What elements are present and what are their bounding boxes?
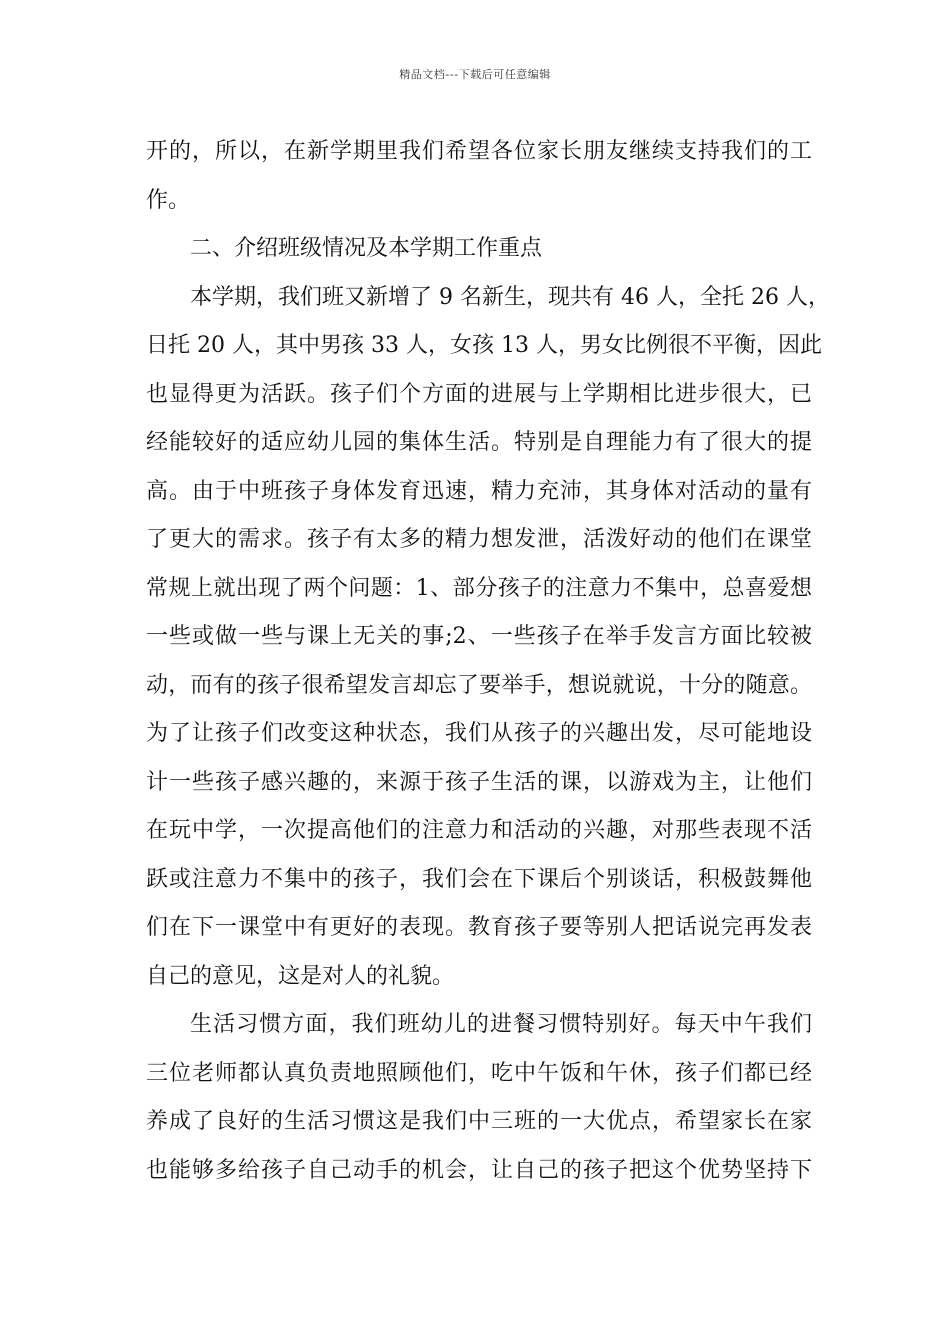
text-line: 三位老师都认真负责地照顾他们，吃中午饭和午休，孩子们都已经 (146, 1060, 812, 1086)
text-line: 本学期，我们班又新增了 9 名新生，现共有 46 人，全托 26 人， (190, 284, 830, 310)
text-line: 一些或做一些与课上无关的事;2、一些孩子在举手发言方面比较被 (146, 624, 812, 649)
text-line: 开的，所以，在新学期里我们希望各位家长朋友继续支持我们的工 (146, 139, 812, 164)
text-line: 动，而有的孩子很希望发言却忘了要举手，想说就说，十分的随意。 (146, 672, 812, 698)
heading-text: 二、介绍班级情况及本学期工作重点 (190, 236, 543, 261)
text-line: 日托 20 人，其中男孩 33 人，女孩 13 人，男女比例很不平衡，因此 (146, 333, 822, 358)
text-line: 在玩中学，一次提高他们的注意力和活动的兴趣，对那些表现不活 (146, 818, 812, 843)
document-body (146, 128, 830, 1195)
text-line: 也显得更为活跃。孩子们个方面的进展与上学期相比进步很大，已 (146, 381, 812, 407)
text-line: 养成了良好的生活习惯这是我们中三班的一大优点，希望家长在家 (146, 1109, 812, 1134)
text-line: 生活习惯方面，我们班幼儿的进餐习惯特别好。每天中午我们 (190, 1012, 812, 1037)
text-line: 计一些孩子感兴趣的，来源于孩子生活的课，以游戏为主，让他们 (146, 769, 812, 795)
text-line: 常规上就出现了两个问题：1、部分孩子的注意力不集中，总喜爱想 (146, 575, 812, 601)
text-line: 了更大的需求。孩子有太多的精力想发泄，活泼好动的他们在课堂 (146, 527, 812, 552)
paragraph-continuation (146, 128, 812, 225)
text-line: 作。 (146, 187, 191, 213)
text-line: 们在下一课堂中有更好的表现。教育孩子要等别人把话说完再发表 (146, 915, 812, 940)
page-header: 精品文档---下载后可任意编辑 (399, 68, 551, 81)
text-line: 为了让孩子们改变这种状态，我们从孩子的兴趣出发，尽可能地设 (146, 721, 812, 746)
text-line: 跃或注意力不集中的孩子，我们会在下课后个别谈话，积极鼓舞他 (146, 866, 812, 892)
section-heading (146, 225, 812, 274)
text-line: 高。由于中班孩子身体发育迅速，精力充沛，其身体对活动的量有 (146, 478, 812, 504)
text-line: 经能较好的适应幼儿园的集体生活。特别是自理能力有了很大的提 (146, 430, 812, 455)
text-line: 自己的意见，这是对人的礼貌。 (146, 963, 455, 989)
paragraph-class-info (146, 274, 830, 1002)
paragraph-habits (146, 1001, 812, 1195)
text-line: 也能够多给孩子自己动手的机会，让自己的孩子把这个优势坚持下 (146, 1157, 812, 1183)
